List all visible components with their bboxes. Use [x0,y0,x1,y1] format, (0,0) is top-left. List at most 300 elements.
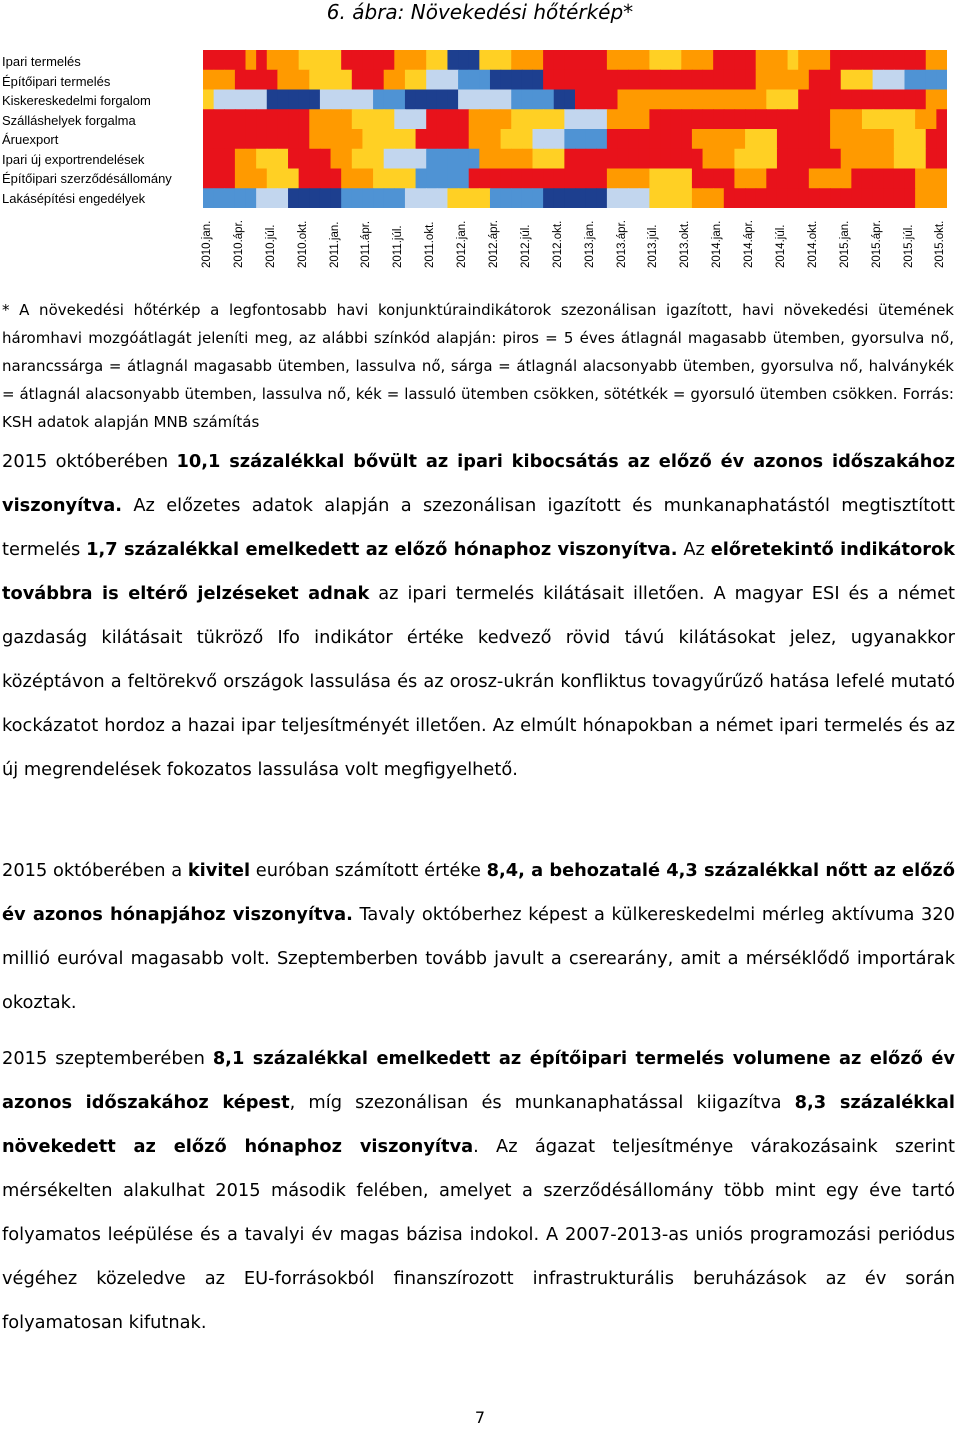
heatmap-cell [681,149,692,169]
heatmap-cell [288,90,299,110]
heatmap-cell [246,50,257,70]
heatmap-cell [926,169,937,189]
heatmap-cell [798,129,809,149]
heatmap-cell [267,149,278,169]
heatmap-cell [671,129,682,149]
heatmap-cell [873,188,884,208]
heatmap-cell [841,90,852,110]
heatmap-cell [788,70,799,90]
heatmap-cell [607,109,618,129]
heatmap-cell [532,169,543,189]
heatmap-cell [904,90,915,110]
heatmap-cell [511,169,522,189]
heatmap-cell [809,169,820,189]
heatmap-cell [447,188,458,208]
heatmap-cell [819,50,830,70]
heatmap-cell [522,149,533,169]
heatmap-cell [819,149,830,169]
heatmap-cell [405,109,416,129]
heatmap-cell [841,149,852,169]
heatmap-cell [437,70,448,90]
heatmap-cell [851,109,862,129]
heatmap-cell [788,50,799,70]
heatmap-cell [649,70,660,90]
heatmap-cell [724,149,735,169]
heatmap-cell [671,169,682,189]
heatmap-cell [267,169,278,189]
heatmap-cell [596,129,607,149]
heatmap-cell [479,90,490,110]
heatmap-cell [511,188,522,208]
heatmap-cell [703,188,714,208]
heatmap-cell [639,50,650,70]
heatmap-cell [575,129,586,149]
x-tick-label: 2015.jan. [838,220,851,268]
heatmap-cell [479,188,490,208]
heatmap-cell [575,90,586,110]
heatmap-cell [373,188,384,208]
x-tick-label: 2010.okt. [296,220,309,268]
heatmap-cell [936,149,947,169]
heatmap-cell [564,188,575,208]
heatmap-cell [394,109,405,129]
heatmap-cell [543,90,554,110]
heatmap-cell [926,188,937,208]
heatmap-cell [713,169,724,189]
heatmap-cell [320,188,331,208]
heatmap-cell [660,149,671,169]
heatmap-cell [479,70,490,90]
heatmap-cell [267,188,278,208]
heatmap-cell [671,149,682,169]
heatmap-cell [628,188,639,208]
heatmap-cell [862,109,873,129]
text-run-bold: 8,1 százalékkal emelkedett az építőipari termelés volumene az előző év azonos időszakához képest [2,1048,955,1113]
heatmap-cell [639,169,650,189]
heatmap-cell [543,188,554,208]
heatmap-cell [331,129,342,149]
heatmap-cell [819,169,830,189]
figure-title: 6. ábra: Növekedési hőtérkép* [326,0,634,24]
heatmap-cell [256,70,267,90]
heatmap-cell [458,188,469,208]
heatmap-cell [543,50,554,70]
heatmap-cell [437,50,448,70]
heatmap-cell [596,149,607,169]
heatmap-cell [607,50,618,70]
heatmap-cell [798,169,809,189]
heatmap-cell [660,109,671,129]
heatmap-cell [320,70,331,90]
heatmap-cell [277,129,288,149]
heatmap-cell [756,129,767,149]
heatmap-cell [862,70,873,90]
x-tick-label: 2012.jan. [456,220,469,268]
text-run-bold: 8,4, a behozatalé 4,3 százalékkal nőtt az előző év azonos hónapjához viszonyítva. [2,860,955,925]
heatmap-cell [745,70,756,90]
heatmap-cell [214,50,225,70]
heatmap-cell [819,109,830,129]
x-tick-label: 2012.okt. [551,220,564,268]
heatmap-cell [841,188,852,208]
heatmap-cell [543,129,554,149]
heatmap-cell [894,129,905,149]
heatmap-cell [532,109,543,129]
heatmap-cell [384,50,395,70]
heatmap-cell [490,169,501,189]
heatmap-cell [479,129,490,149]
heatmap-cell [288,149,299,169]
heatmap-cell [256,169,267,189]
heatmap-cell [713,50,724,70]
heatmap-cell [596,50,607,70]
heatmap-cell [341,149,352,169]
heatmap-cell [756,149,767,169]
heatmap-cell [809,149,820,169]
x-tick-label: 2011.jan. [328,221,341,268]
heatmap-cell [607,129,618,149]
x-tick-label: 2012.júl. [519,224,532,268]
heatmap-cell [416,149,427,169]
heatmap-cell [830,50,841,70]
heatmap-cell [352,70,363,90]
text-run: az ipari termelés kilátásait illetően. A magyar ESI és a német gazdaság kilátásait tükröző Ifo indikátor értéke kedvező rövid távú kilátásokat jelez, ugyanakkor középtávon a feltörekvő országok lassulása és az orosz-ukrán konfliktus tovagyűrűző hatása lefelé mutató kockázatot hordoz a hazai ipar teljesítményét illetően. Az elmúlt hónapokban a német ipari termelés és az új megrendelések fokozatos lassulása volt megfigyelhető. [2,583,955,780]
heatmap-cell [904,109,915,129]
heatmap-cell [936,109,947,129]
x-tick-label: 2014.jan. [711,220,724,268]
heatmap-cell [277,90,288,110]
heatmap-cell [862,50,873,70]
x-tick-label: 2010.jan. [201,220,213,268]
heatmap-cell [607,70,618,90]
heatmap-cell [798,50,809,70]
heatmap-cell [426,90,437,110]
heatmap-cell [362,149,373,169]
heatmap-cell [745,50,756,70]
heatmap-cell [915,188,926,208]
heatmap-cell [628,169,639,189]
heatmap-cell [511,90,522,110]
row-label: Lakásépítési engedélyek [2,190,146,206]
heatmap-cell [458,70,469,90]
heatmap-cell [809,109,820,129]
heatmap-cell [341,109,352,129]
heatmap-cell [851,129,862,149]
heatmap-cell [766,129,777,149]
heatmap-cell [373,129,384,149]
heatmap-cell [819,90,830,110]
heatmap-cell [883,169,894,189]
heatmap-cell [788,188,799,208]
heatmap-cell [703,169,714,189]
heatmap-cell [894,50,905,70]
heatmap-cell [564,129,575,149]
heatmap-cell [862,149,873,169]
heatmap-cell [607,90,618,110]
heatmap-cell [437,188,448,208]
heatmap-cell [362,90,373,110]
heatmap-cell [756,109,767,129]
heatmap-cell [331,188,342,208]
heatmap-cell [713,129,724,149]
heatmap-cell [299,169,310,189]
heatmap-cell [458,149,469,169]
heatmap-cell [554,90,565,110]
heatmap-cell [447,90,458,110]
heatmap-cell [320,129,331,149]
text-run: Az előzetes adatok alapján a szezonálisan igazított és munkanaphatástól megtisztított termelés [2,495,955,560]
heatmap-cell [926,109,937,129]
heatmap-cell [915,70,926,90]
heatmap-cell [798,149,809,169]
heatmap-cell [522,109,533,129]
heatmap-cell [628,109,639,129]
heatmap-cell [703,90,714,110]
heatmap-cell [352,129,363,149]
heatmap-cell [362,169,373,189]
heatmap-cell [660,169,671,189]
heatmap-cell [575,109,586,129]
heatmap-cell [490,188,501,208]
heatmap-cell [362,70,373,90]
heatmap-cell [681,188,692,208]
heatmap-cell [394,70,405,90]
heatmap-cell [703,149,714,169]
heatmap-cell [713,90,724,110]
heatmap-cell [309,129,320,149]
heatmap-cell [575,169,586,189]
heatmap-cell [671,109,682,129]
heatmap-cell [830,188,841,208]
heatmap-cell [235,169,246,189]
heatmap-cell [586,149,597,169]
heatmap-cell [469,169,480,189]
heatmap-cell [235,90,246,110]
heatmap-cell [904,188,915,208]
heatmap-cell [788,109,799,129]
heatmap-cell [532,90,543,110]
text-run: , míg szezonálisan és munkanaphatással kiigazítva [289,1092,795,1113]
heatmap-cell [586,169,597,189]
heatmap-cell [554,169,565,189]
heatmap-cell [437,129,448,149]
text-run-bold: 10,1 százalékkal bővült az ipari kibocsátás az előző év azonos időszakához viszonyítva. [2,451,955,516]
heatmap-cell [586,90,597,110]
heatmap-cell [469,109,480,129]
heatmap-cell [628,50,639,70]
heatmap-cell [479,169,490,189]
heatmap-cell [447,149,458,169]
heatmap-cell [532,129,543,149]
heatmap-cell [841,169,852,189]
heatmap-cell [734,188,745,208]
heatmap-cell [384,188,395,208]
heatmap-cell [458,129,469,149]
heatmap-cell [618,188,629,208]
heatmap-cell [777,50,788,70]
heatmap-cell [883,109,894,129]
heatmap-cell [851,169,862,189]
heatmap-cell [511,70,522,90]
text-run-bold: 1,7 százalékkal emelkedett az előző hónaphoz viszonyítva. [86,539,678,560]
heatmap-cell [703,70,714,90]
x-tick-label: 2014.júl. [774,224,787,268]
heatmap-cell [756,70,767,90]
heatmap-cell [341,188,352,208]
heatmap-cell [564,90,575,110]
heatmap-cell [618,129,629,149]
growth-heatmap [203,50,947,208]
heatmap-cell [490,70,501,90]
heatmap-cell [766,90,777,110]
heatmap-cell [607,149,618,169]
heatmap-cell [692,70,703,90]
heatmap-cell [660,50,671,70]
heatmap-cell [862,188,873,208]
heatmap-cell [873,149,884,169]
heatmap-cell [277,169,288,189]
heatmap-cell [437,169,448,189]
heatmap-cell [362,109,373,129]
heatmap-cell [405,149,416,169]
heatmap-cell [469,149,480,169]
heatmap-cell [915,50,926,70]
row-label: Ipari új exportrendelések [2,151,145,167]
text-run-bold: előretekintő indikátorok továbbra is eltérő jelzéseket adnak [2,539,956,604]
heatmap-cell [745,188,756,208]
heatmap-cell [511,129,522,149]
heatmap-cell [851,90,862,110]
heatmap-cell [766,149,777,169]
heatmap-cell [224,129,235,149]
heatmap-cell [777,188,788,208]
text-run: Az [677,539,711,560]
heatmap-cell [501,169,512,189]
heatmap-cell [745,90,756,110]
heatmap-cell [501,129,512,149]
heatmap-cell [501,109,512,129]
heatmap-cell [596,70,607,90]
heatmap-cell [426,50,437,70]
heatmap-cell [373,70,384,90]
heatmap-cell [341,169,352,189]
heatmap-cell [915,169,926,189]
heatmap-cell [532,188,543,208]
heatmap-cell [564,149,575,169]
x-tick-label: 2011.júl. [392,225,405,268]
heatmap-cell [894,90,905,110]
heatmap-cell [341,90,352,110]
heatmap-cell [246,90,257,110]
x-tick-label: 2015.ápr. [870,220,883,268]
heatmap-cell [936,50,947,70]
heatmap-cell [724,90,735,110]
heatmap-cell [904,169,915,189]
heatmap-cell [288,109,299,129]
heatmap-cell [681,169,692,189]
heatmap-cell [543,169,554,189]
heatmap-cell [809,90,820,110]
heatmap-cell [724,188,735,208]
heatmap-cell [246,70,257,90]
heatmap-cell [405,90,416,110]
heatmap-cell [490,109,501,129]
heatmap-cell [926,70,937,90]
heatmap-cell [299,50,310,70]
heatmap-cell [756,169,767,189]
heatmap-cell [416,109,427,129]
heatmap-cell [288,188,299,208]
heatmap-cell [331,90,342,110]
heatmap-cell [224,149,235,169]
heatmap-cell [235,109,246,129]
heatmap-cell [394,90,405,110]
heatmap-cell [703,129,714,149]
heatmap-cell [214,70,225,90]
x-tick-label: 2013.jan. [583,220,596,268]
heatmap-cell [447,109,458,129]
heatmap-cell [405,50,416,70]
heatmap-cell [671,90,682,110]
heatmap-cell [320,109,331,129]
heatmap-cell [777,169,788,189]
heatmap-cell [841,70,852,90]
heatmap-cell [373,149,384,169]
heatmap-cell [628,149,639,169]
heatmap-cell [936,188,947,208]
heatmap-cell [288,50,299,70]
heatmap-cell [352,109,363,129]
heatmap-cell [692,109,703,129]
heatmap-cell [267,129,278,149]
heatmap-cell [256,129,267,149]
heatmap-cell [532,149,543,169]
heatmap-cell [841,50,852,70]
heatmap-cell [596,169,607,189]
heatmap-cell [926,149,937,169]
heatmap-cell [203,70,214,90]
heatmap-cell [830,149,841,169]
heatmap-cell [692,188,703,208]
heatmap-cell [692,169,703,189]
heatmap-cell [522,50,533,70]
heatmap-cell [766,70,777,90]
heatmap-cell [639,188,650,208]
heatmap-cell [618,109,629,129]
heatmap-cell [447,129,458,149]
heatmap-cell [203,50,214,70]
heatmap-cell [469,90,480,110]
heatmap-cell [214,109,225,129]
x-tick-label: 2013.ápr. [615,220,628,268]
heatmap-cell [756,50,767,70]
heatmap-cell [596,188,607,208]
heatmap-cell [660,70,671,90]
heatmap-cell [214,169,225,189]
heatmap-cell [681,109,692,129]
heatmap-cell [203,188,214,208]
heatmap-cell [734,149,745,169]
heatmap-cell [362,129,373,149]
heatmap-cell [426,149,437,169]
heatmap-cell [883,70,894,90]
heatmap-cell [819,188,830,208]
x-tick-label: 2014.ápr. [743,220,756,268]
heatmap-cell [681,90,692,110]
heatmap-cell [224,188,235,208]
x-tick-label: 2013.okt. [679,220,692,268]
heatmap-cell [277,188,288,208]
